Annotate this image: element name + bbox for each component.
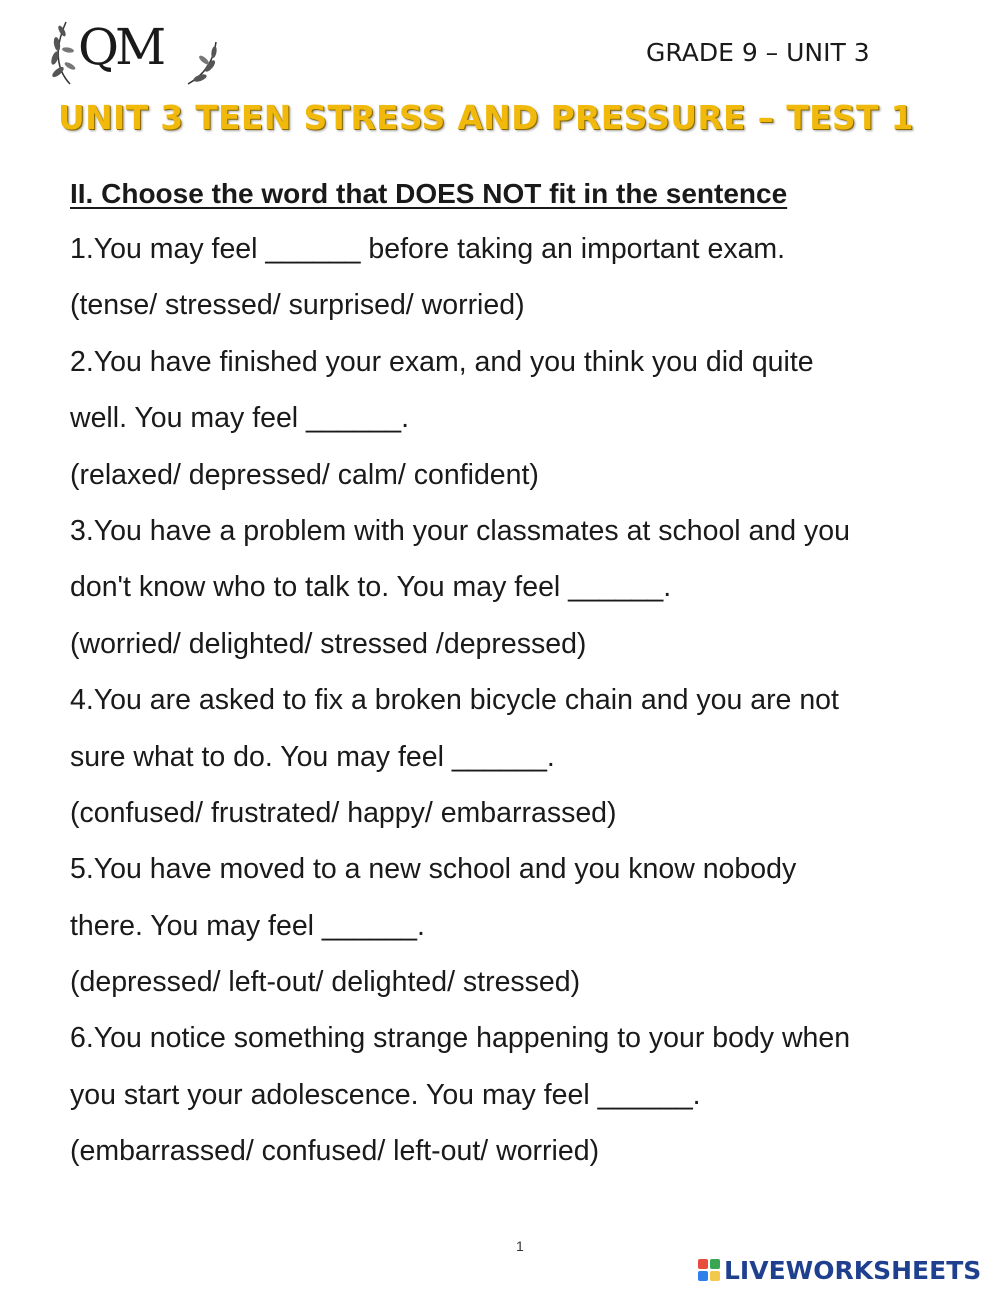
logo-text: QM — [78, 18, 163, 76]
question-list — [70, 221, 980, 1180]
question-2-line-cont: well. You may feel ______. — [70, 402, 410, 435]
question-1-line: 1.You may feel ______ before taking an important exam. — [70, 233, 786, 265]
question-5-line-cont: there. You may feel ______. — [70, 909, 425, 942]
question-3-line-cont: don't know who to talk to. You may feel ______. — [70, 571, 672, 604]
question-4-line-cont: sure what to do. You may feel ______. — [70, 740, 555, 773]
liveworksheets-brand[interactable] — [698, 1255, 981, 1285]
page-title: UNIT 3 TEEN STRESS AND PRESSURE – TEST 1 — [58, 98, 914, 137]
question-4-line: 4.You are asked to fix a broken bicycle chain and you are not — [70, 684, 839, 717]
question-4-options: (confused/ frustrated/ happy/ embarrassed) — [70, 796, 617, 829]
question-5-options: (depressed/ left-out/ delighted/ stressed) — [70, 966, 581, 999]
liveworksheets-icon — [698, 1259, 720, 1281]
question-3-options: (worried/ delighted/ stressed /depressed) — [70, 627, 587, 660]
question-6-line: 6.You notice something strange happening to your body when — [70, 1022, 851, 1055]
question-5-line: 5.You have moved to a new school and you know nobody — [70, 853, 797, 886]
liveworksheets-label: LIVEWORKSHEETS — [724, 1255, 982, 1285]
logo — [48, 14, 220, 92]
section-heading: II. Choose the word that DOES NOT fit in the sentence — [70, 178, 788, 209]
page-number: 1 — [516, 1238, 524, 1254]
question-6-line-cont: you start your adolescence. You may feel ______. — [70, 1078, 701, 1111]
grade-label: GRADE 9 – UNIT 3 — [646, 38, 870, 67]
question-1-options: (tense/ stressed/ surprised/ worried) — [70, 289, 525, 322]
question-6-options: (embarrassed/ confused/ left-out/ worried) — [70, 1135, 600, 1168]
question-2-options: (relaxed/ depressed/ calm/ confident) — [70, 458, 539, 491]
question-3-line: 3.You have a problem with your classmates at school and you — [70, 514, 850, 547]
question-2-line: 2.You have finished your exam, and you think you did quite — [70, 345, 814, 378]
